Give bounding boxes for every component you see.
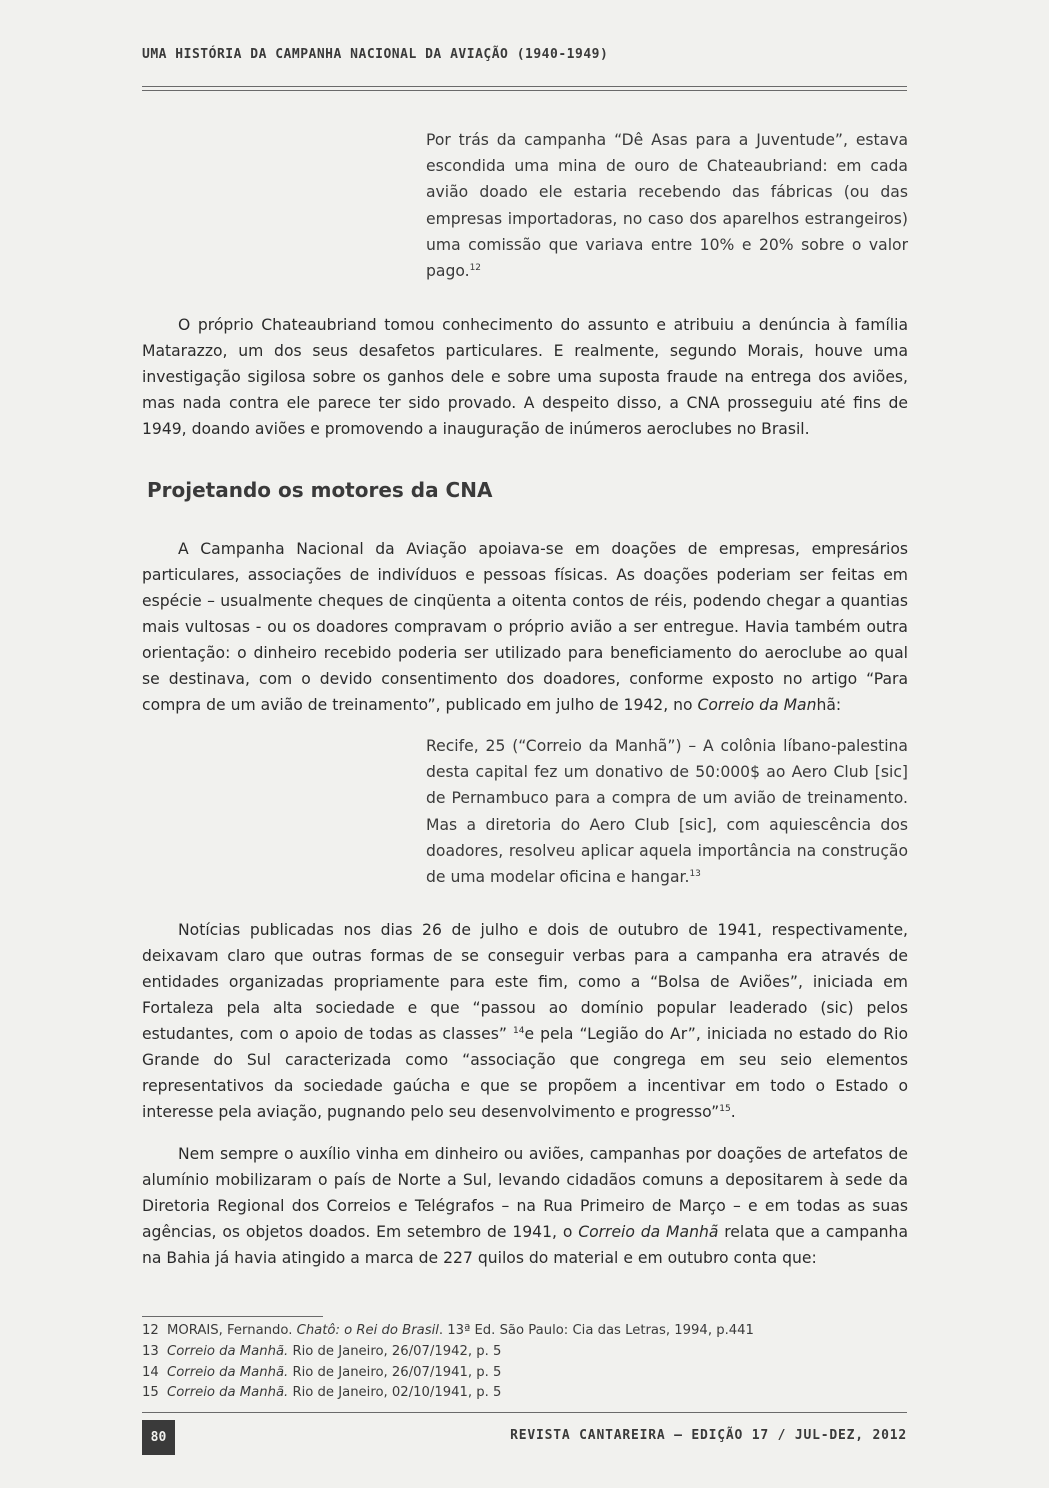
footnote-author: MORAIS, Fernando. xyxy=(167,1323,297,1338)
block-quote-recife xyxy=(426,733,908,890)
quote-text: Recife, 25 (“Correio da Manhã”) – A colônia líbano-palestina desta capital fez um donativo de 50:000$ ao Aero Club [sic] de Pernambuco para a compra de um avião de treinamento. Mas a diretoria do Aero Club [sic], com aquiescência dos doadores, resolveu aplicar aquela importância na construção de uma modelar oficina e hangar. xyxy=(426,737,908,887)
quote-text: Por trás da campanha “Dê Asas para a Juventude”, estava escondida uma mina de ouro de Chateaubriand: em cada avião doado ele estaria recebendo das fábricas (ou das empresas importadoras, no caso dos aparelhos estrangeiros) uma comissão que variava entre 10% e 20% sobre o valor pago. xyxy=(426,131,908,281)
footnote-details: Rio de Janeiro, 26/07/1942, p. 5 xyxy=(288,1343,502,1359)
paragraph-text: O próprio Chateaubriand tomou conhecimento do assunto e atribuiu a denúncia à família Matarazzo, um dos seus desafetos particulares. E realmente, segundo Morais, houve uma investigação sigilosa sobre os ganhos dele e sobre uma suposta fraude na entrega dos aviões, mas nada contra ele parece ter sido provado. A despeito disso, a CNA prosseguiu até fins de 1949, doando aviões e promovendo a inauguração de inúmeros aeroclubes no Brasil. xyxy=(142,316,908,438)
footnote-item xyxy=(142,1321,907,1342)
section-heading: Projetando os motores da CNA xyxy=(147,478,493,502)
header-rule-top xyxy=(142,86,907,87)
footnote-item xyxy=(142,1342,907,1363)
footnote-number: 15 xyxy=(142,1385,159,1401)
footnote-ref-12[interactable]: 12 xyxy=(469,262,482,273)
footnote-item xyxy=(142,1383,907,1404)
paragraph-text-continued: relata que a campanha na Bahia já havia atingido a marca de 227 quilos do material e em outubro conta que: xyxy=(142,1223,908,1267)
footer-rule xyxy=(142,1412,907,1413)
paragraph-text-end: . xyxy=(730,1103,736,1121)
footnote-ref-15[interactable]: 15 xyxy=(719,1103,731,1114)
footnote-separator xyxy=(142,1316,323,1317)
footnote-details: Rio de Janeiro, 26/07/1941, p. 5 xyxy=(288,1364,502,1380)
footnote-details: Rio de Janeiro, 02/10/1941, p. 5 xyxy=(288,1385,502,1401)
paragraph-text: Nem sempre o auxílio vinha em dinheiro ou aviões, campanhas por doações de artefatos de alumínio mobilizaram o país de Norte a Sul, levando cidadãos comuns a depositarem à sede da Diretoria Regional dos Correios e Telégrafos – na Rua Primeiro de Março – e em todas as suas agências, os objetos doados. Em setembro de 1941, o xyxy=(142,1145,908,1241)
footnote-title: Correio da Manhã. xyxy=(167,1385,289,1401)
footnote-item xyxy=(142,1363,907,1384)
footnote-title: Chatô: o Rei do Brasil xyxy=(296,1323,439,1338)
block-quote-chateaubriand xyxy=(426,127,908,284)
footnote-title: Correio da Manhã. xyxy=(167,1364,289,1380)
newspaper-title: Correio da Man xyxy=(697,696,817,714)
running-header-title: UMA HISTÓRIA DA CAMPANHA NACIONAL DA AVIAÇÃO (1940-1949) xyxy=(142,47,609,62)
journal-footer-title: REVISTA CANTAREIRA – EDIÇÃO 17 / JUL-DEZ, 2012 xyxy=(510,1428,907,1443)
footnotes xyxy=(142,1321,907,1404)
footnote-ref-14[interactable]: 14 xyxy=(512,1025,525,1036)
paragraph-text: A Campanha Nacional da Aviação apoiava-se em doações de empresas, empresários particulares, associações de indivíduos e pessoas físicas. As doações poderiam ser feitas em espécie – usualmente cheques de cinqüenta a oitenta contos de réis, podendo chegar a quantias mais vultosas - ou os doadores compravam o próprio avião a ser entregue. Havia também outra orientação: o dinheiro recebido poderia ser utilizado para beneficiamento do aeroclube ao qual se destinava, com o devido consentimento dos doadores, conforme exposto no artigo “Para compra de um avião de treinamento”, publicado em julho de 1942, no xyxy=(142,540,908,714)
footnote-details: . 13ª Ed. São Paulo: Cia das Letras, 1994, p.441 xyxy=(438,1323,754,1338)
footnote-number: 13 xyxy=(142,1343,159,1359)
header-rule-bottom xyxy=(142,90,907,91)
paragraph-aluminum-campaign xyxy=(142,1141,908,1271)
paragraph-bolsa-de-avioes xyxy=(142,917,908,1125)
paragraph-chateaubriand-investigation xyxy=(142,312,908,442)
newspaper-title: Correio da Manhã xyxy=(578,1223,719,1241)
paragraph-cna-donations xyxy=(142,536,908,718)
paragraph-text: Notícias publicadas nos dias 26 de julho e dois de outubro de 1941, respectivamente, deixavam claro que outras formas de se conseguir verbas para a campanha era através de entidades organizadas propriamente para este fim, como a “Bolsa de Aviões”, iniciada em Fortaleza pela alta sociedade e que “passou ao domínio popular leaderado (sic) pelos estudantes, com o apoio de todas as classes” xyxy=(142,921,908,1043)
footnote-ref-13[interactable]: 13 xyxy=(689,868,701,879)
paragraph-text-continued: e pela “Legião do Ar”, iniciada no estado do Rio Grande do Sul caracterizada como “associação que congrega em seu seio elementos representativos da sociedade gaúcha e que se propõem a incentivar em todo o Estado o interesse pela aviação, pugnando pelo seu desenvolvimento e progresso” xyxy=(142,1025,908,1121)
page-number: 80 xyxy=(142,1420,175,1455)
footnote-title: Correio da Manhã. xyxy=(167,1343,289,1359)
footnote-number: 14 xyxy=(142,1364,159,1380)
paragraph-text-tail: hã: xyxy=(816,696,842,714)
footnote-number: 12 xyxy=(142,1323,159,1338)
